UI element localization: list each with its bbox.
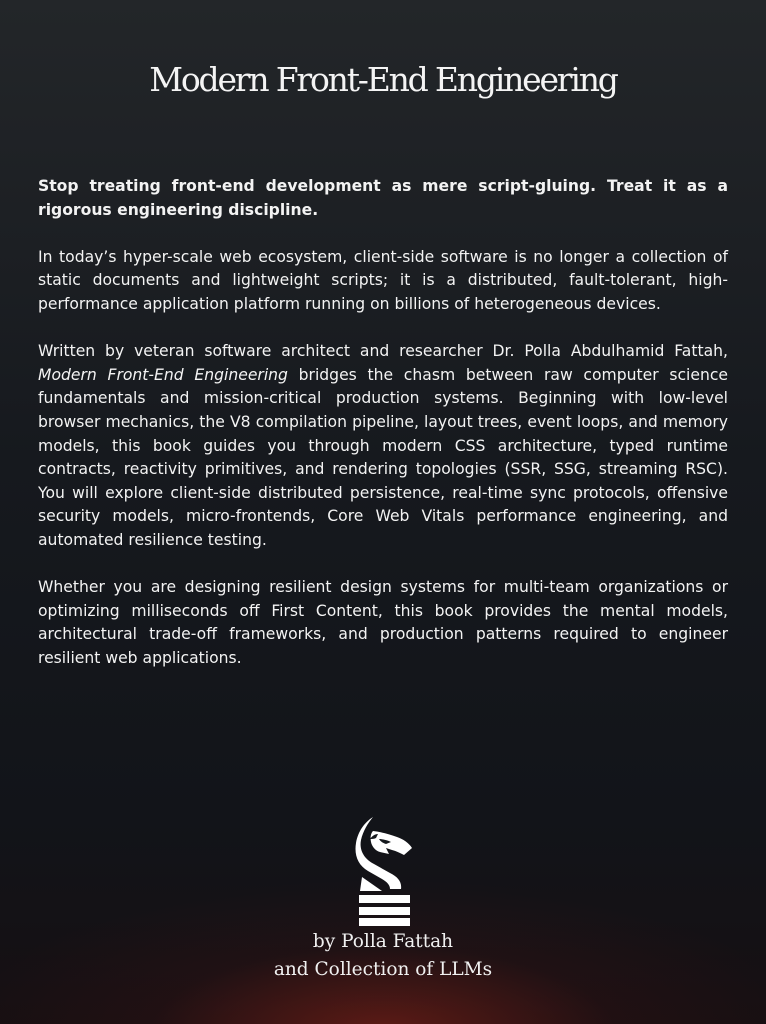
- chess-knight-logo-icon: [352, 815, 416, 927]
- paragraph-audience: Whether you are designing resilient design systems for multi-team organizations or optimizing milliseconds off First Content, this book provides the mental models, architectural trade-off frameworks, and production patterns required to engineer resilient web applications.: [38, 578, 728, 667]
- paragraph-author-intro: Written by veteran software architect and researcher Dr. Polla Abdulhamid Fattah,: [38, 342, 728, 361]
- book-description: [38, 175, 728, 694]
- byline: [0, 928, 766, 984]
- paragraph-author: [38, 340, 728, 552]
- paragraph-ecosystem: In today’s hyper-scale web ecosystem, client-side software is no longer a collection of static documents and lightweight scripts; it is a distributed, fault-tolerant, high-performance application platform running on billions of heterogeneous devices.: [38, 247, 728, 313]
- byline-author: by Polla Fattah: [312, 931, 454, 952]
- byline-collaborators: and Collection of LLMs: [273, 959, 493, 980]
- paragraph-author-rest: bridges the chasm between raw computer science fundamentals and mission-critical production systems. Beginning with low-level browser mechanics, the V8 compilation pipeline, layout trees, event loops, and memory models, this book guides you through modern CSS architecture, typed runtime contracts, reactivity primitives, and rendering topologies (SSR, SSG, streaming RSC). You will explore client-side distributed persistence, real-time sync protocols, offensive security models, micro-frontends, Core Web Vitals performance engineering, and automated resilience testing.: [38, 365, 728, 549]
- paragraph-author-book-name: Modern Front-End Engineering: [38, 365, 288, 384]
- book-title: Modern Front-End Engineering: [149, 60, 617, 99]
- lead-paragraph: Stop treating front-end development as mere script-gluing. Treat it as a rigorous engineering discipline.: [38, 177, 728, 219]
